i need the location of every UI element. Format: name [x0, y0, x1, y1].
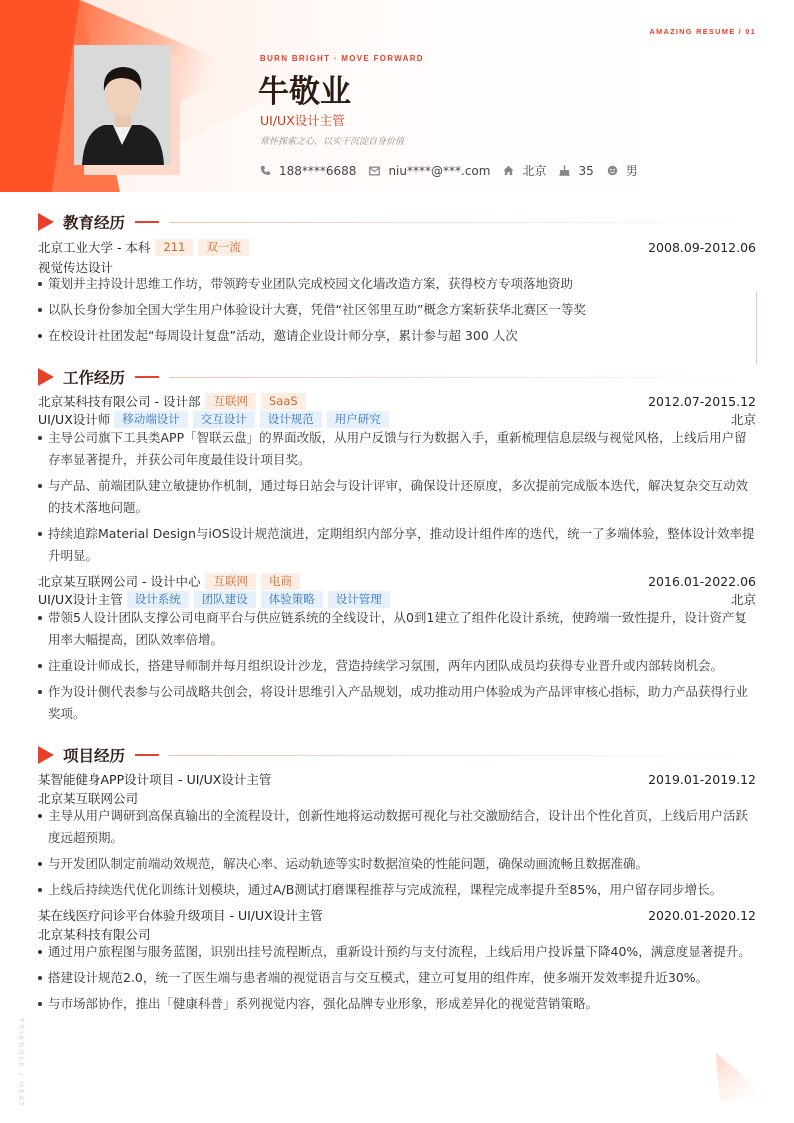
project-org: 北京某互联网公司: [38, 791, 139, 806]
list-item: 在校设计社团发起“每周设计复盘”活动，邀请企业设计师分享，累计参与超 300 人次: [38, 325, 756, 347]
contact-phone: [260, 164, 356, 178]
job-company-row: [38, 392, 756, 410]
list-item: 持续追踪Material Design与iOS设计规范演进，定期组织内部分享，推动设计组件库的迭代，统一了多端体验，整体设计效率提升明显。: [38, 523, 756, 567]
section-work-heading: [38, 366, 758, 388]
candidate-motto: 常怀探索之心，以实干沉淀自身价值: [260, 137, 405, 147]
company-tag: SaaS: [261, 393, 306, 410]
phone-icon: [260, 165, 271, 176]
education-bullets: [38, 273, 756, 351]
candidate-role: UI/UX设计主管: [260, 113, 345, 128]
list-item: 与市场部协作，推出「健康科普」系列视觉内容，强化品牌专业形象，形成差异化的视觉营销策略。: [38, 993, 756, 1015]
triangle-bullet-icon: [38, 368, 54, 386]
corner-triangle-decoration: [694, 1053, 794, 1123]
avatar: [74, 45, 171, 165]
job-date: 2016.01-2022.06: [648, 573, 756, 589]
contact-bar: [260, 162, 651, 179]
phone-text: 188****6688: [279, 163, 357, 178]
title-dash: [135, 221, 159, 223]
list-item: 搭建设计规范2.0，统一了医生端与患者端的视觉语言与交互模式，建立可复用的组件库，使多端开发效率提升近30%。: [38, 967, 756, 989]
job-city: 北京: [730, 412, 756, 427]
project-date: 2020.01-2020.12: [648, 907, 756, 923]
list-item: 策划并主持设计思维工作坊，带领跨专业团队完成校园文化墙改造方案，获得校方专项落地资助: [38, 273, 756, 295]
contact-email: [369, 164, 490, 178]
job-position: UI/UX设计师: [38, 412, 111, 427]
section-title: 工作经历: [63, 369, 126, 387]
job-position-row: [38, 410, 756, 428]
skill-tag: 移动端设计: [114, 411, 188, 428]
mail-icon: [369, 166, 380, 176]
list-item: 主导公司旗下工具类APP「智联云盘」的界面改版，从用户反馈与行为数据入手，重新梳理信息层级与视觉风格，上线后用户留存率显著提升，并获公司年度最佳设计项目奖。: [38, 427, 756, 471]
skill-tag: 体验策略: [261, 591, 323, 608]
section-title: 教育经历: [63, 214, 126, 232]
company-tag: 电商: [261, 573, 300, 590]
job-date: 2012.07-2015.12: [648, 393, 756, 409]
list-item: 以队长身份参加全国大学生用户体验设计大赛，凭借“社区邻里互助”概念方案斩获华北赛区一等奖: [38, 299, 756, 321]
decorative-vertical-line: [756, 292, 757, 364]
project-org: 北京某科技有限公司: [38, 927, 151, 942]
section-projects-heading: [38, 744, 758, 766]
skill-tag: 用户研究: [327, 411, 389, 428]
project-name: 某智能健身APP设计项目 - UI/UX设计主管: [38, 772, 272, 787]
school-tag: 211: [155, 239, 193, 256]
triangle-bullet-icon: [38, 746, 54, 764]
school-tag: 双一流: [198, 239, 249, 256]
skill-tag: 团队建设: [194, 591, 256, 608]
education-date: 2008.09-2012.06: [648, 239, 756, 255]
company-name: 北京某科技有限公司 - 设计部: [38, 394, 201, 409]
list-item: 通过用户旅程图与服务蓝图，识别出挂号流程断点，重新设计预约与支付流程，上线后用户投诉量下降40%，满意度显著提升。: [38, 941, 756, 963]
list-item: 注重设计师成长，搭建导师制并每月组织设计沙龙，营造持续学习氛围，两年内团队成员均获得专业晋升或内部转岗机会。: [38, 655, 756, 677]
job-position: UI/UX设计主管: [38, 592, 123, 607]
list-item: 与产品、前端团队建立敏捷协作机制，通过每日站会与设计评审，确保设计还原度，多次提前完成版本迭代，解决复杂交互动效的技术落地问题。: [38, 475, 756, 519]
section-education-heading: [38, 211, 758, 233]
project-bullets: [38, 805, 756, 905]
list-item: 与开发团队制定前端动效规范，解决心率、运动轨迹等实时数据渲染的性能问题，确保动画流畅且数据准确。: [38, 853, 756, 875]
title-dash: [135, 754, 159, 756]
job-bullets: [38, 427, 756, 571]
skill-tag: 设计系统: [127, 591, 189, 608]
project-row: [38, 906, 756, 924]
project-date: 2019.01-2019.12: [648, 771, 756, 787]
section-title: 项目经历: [63, 747, 126, 765]
list-item: 上线后持续迭代优化训练计划模块，通过A/B测试打磨课程推荐与完成流程，课程完成率提升至85%，用户留存同步增长。: [38, 879, 756, 901]
top-tag: AMAZING RESUME / 01: [649, 27, 756, 36]
job-position-row: [38, 590, 756, 608]
company-tag: 互联网: [205, 573, 256, 590]
cake-icon: [559, 165, 570, 176]
skill-tag: 设计规范: [260, 411, 322, 428]
project-name: 某在线医疗问诊平台体验升级项目 - UI/UX设计主管: [38, 908, 323, 923]
title-divider: [169, 755, 758, 756]
email-text: niu****@***.com: [388, 163, 491, 178]
contact-gender: [607, 162, 638, 179]
contact-city: [503, 162, 546, 179]
title-dash: [135, 376, 159, 378]
candidate-name: 牛敬业: [258, 74, 351, 110]
home-icon: [503, 165, 514, 176]
skill-tag: 交互设计: [193, 411, 255, 428]
age-text: 35: [578, 163, 594, 178]
project-row: [38, 770, 756, 788]
project-bullets: [38, 941, 756, 1019]
gender-icon: [607, 165, 618, 176]
contact-age: [559, 164, 593, 178]
slogan: BURN BRIGHT · MOVE FORWARD: [260, 54, 424, 63]
title-divider: [169, 222, 758, 223]
education-row: [38, 238, 756, 256]
job-company-row: [38, 572, 756, 590]
triangle-bullet-icon: [38, 213, 54, 231]
school-name: 北京工业大学 - 本科: [38, 240, 151, 255]
list-item: 主导从用户调研到高保真输出的全流程设计，创新性地将运动数据可视化与社交激励结合，设计出个性化首页，上线后用户活跃度远超预期。: [38, 805, 756, 849]
education-major: 视觉传达设计: [38, 260, 114, 275]
list-item: 带领5人设计团队支撑公司电商平台与供应链系统的全线设计，从0到1建立了组件化设计系统，使跨端一致性提升，设计资产复用率大幅提高，团队效率倍增。: [38, 607, 756, 651]
title-divider: [169, 377, 758, 378]
skill-tag: 设计管理: [328, 591, 390, 608]
company-name: 北京某互联网公司 - 设计中心: [38, 574, 201, 589]
job-bullets: [38, 607, 756, 729]
side-decoration-text: TRIANGLE / HEAT: [17, 1018, 25, 1108]
list-item: 作为设计侧代表参与公司战略共创会，将设计思维引入产品规划，成功推动用户体验成为产品评审核心指标，助力产品获得行业奖项。: [38, 681, 756, 725]
job-city: 北京: [730, 592, 756, 607]
gender-text: 男: [625, 164, 638, 178]
company-tag: 互联网: [205, 393, 256, 410]
city-text: 北京: [522, 164, 547, 178]
